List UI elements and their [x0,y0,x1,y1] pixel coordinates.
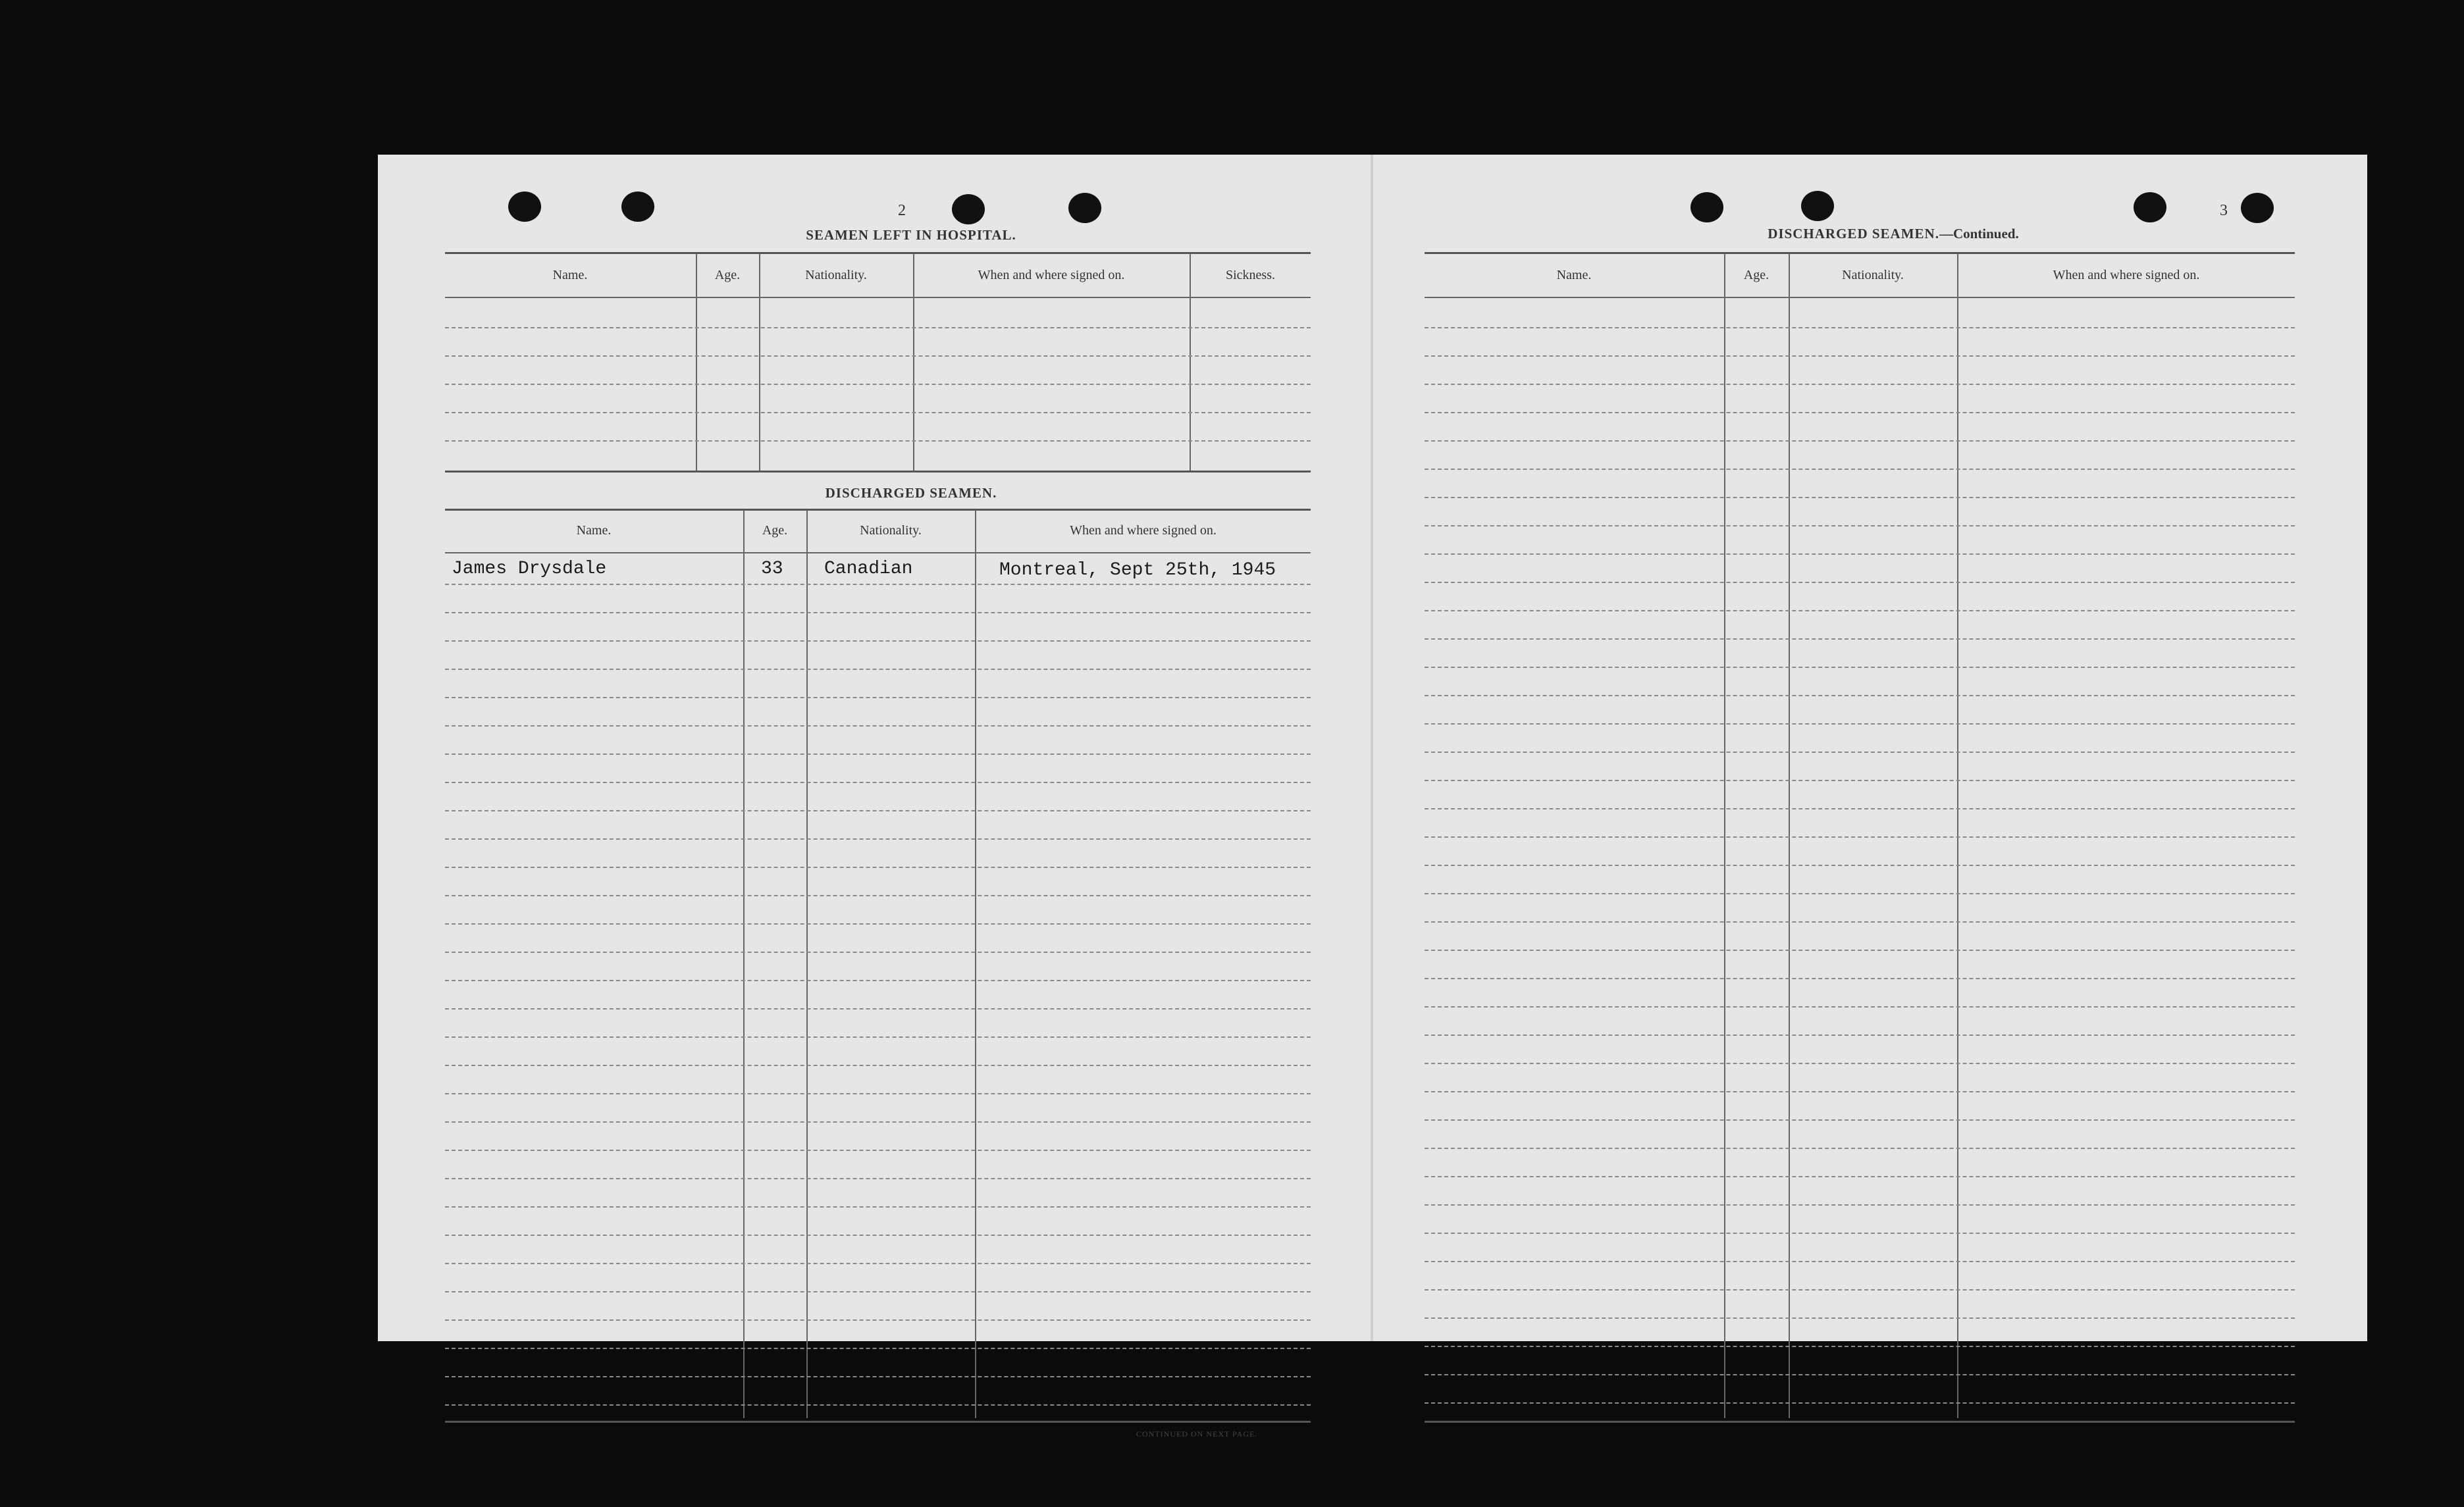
ruled-line [1425,1402,2295,1404]
left-page [378,155,1371,1439]
ruled-line [445,440,1311,442]
ruled-line [1425,355,2295,357]
entry-age: 33 [761,559,783,579]
ruled-line [1425,553,2295,555]
right-title-main: DISCHARGED SEAMEN. [1768,226,1939,242]
ruled-line [445,412,1311,413]
column-divider [913,253,914,471]
ruled-line [445,640,1311,642]
ruled-line [1425,893,2295,894]
continued-header-name: Name. [1556,268,1592,282]
table-top-rule [1425,252,2295,254]
ruled-line [445,980,1311,981]
continued-header-nationality: Nationality. [1842,268,1904,282]
ruled-line [445,838,1311,840]
ruled-line [1425,1317,2295,1319]
ruled-line [1425,497,2295,498]
table-bottom-rule [445,1421,1311,1423]
ruled-line [1425,808,2295,809]
continued-header-age: Age. [1743,268,1769,282]
hospital-header-signed-on: When and where signed on. [978,268,1125,282]
right-page [1373,155,2367,1341]
column-divider [1957,253,1958,1418]
ruled-line [1425,1148,2295,1149]
ruled-line [445,669,1311,670]
page-number: 2 [898,202,906,219]
ruled-line [1425,1261,2295,1262]
ruled-line [445,1065,1311,1066]
ruled-line [1425,1176,2295,1177]
ruled-line [445,1348,1311,1349]
record-book-spread [378,155,2367,1439]
ruled-line [445,867,1311,868]
ruled-line [1425,1374,2295,1375]
table-top-rule [445,252,1311,254]
ruled-line [1425,610,2295,611]
ruled-line [1425,921,2295,923]
ruled-line [445,754,1311,755]
ruled-line [445,327,1311,328]
ruled-line [445,1121,1311,1123]
header-bottom-rule [1425,297,2295,298]
table-bottom-rule [445,471,1311,473]
ruled-line [1425,865,2295,866]
ruled-line [1425,525,2295,526]
header-bottom-rule [445,297,1311,298]
ruled-line [1425,1063,2295,1064]
ruled-line [1425,1091,2295,1092]
ruled-line [1425,836,2295,838]
binder-hole [1801,191,1834,221]
ruled-line [1425,695,2295,696]
hospital-section-title: SEAMEN LEFT IN HOSPITAL. [806,227,1016,243]
ruled-line [1425,1346,2295,1347]
ruled-line [445,1036,1311,1038]
column-divider [1724,253,1725,1418]
hospital-header-sickness: Sickness. [1226,268,1275,282]
continued-header-signed-on: When and where signed on. [2053,268,2200,282]
binder-hole [2134,192,2166,222]
ruled-line [1425,723,2295,725]
ruled-line [1425,327,2295,328]
hospital-header-name: Name. [552,268,588,282]
ruled-line [1425,1289,2295,1290]
ruled-line [445,1319,1311,1321]
hospital-header-nationality: Nationality. [805,268,867,282]
ruled-line [445,1404,1311,1406]
ruled-line [445,725,1311,727]
column-divider [975,510,976,1418]
ruled-line [445,1093,1311,1094]
discharged-header-age: Age. [762,523,788,538]
ruled-line [1425,469,2295,470]
binder-hole [1691,192,1723,222]
ruled-line [445,952,1311,953]
entry-nationality: Canadian [824,559,913,579]
ruled-line [445,782,1311,783]
ruled-line [445,923,1311,925]
entry-signed-on: Montreal, Sept 25th, 1945 [999,560,1276,580]
column-divider [759,253,760,471]
column-divider [806,510,808,1418]
table-bottom-rule [1425,1421,2295,1423]
ruled-line [445,584,1311,585]
ruled-line [445,697,1311,698]
column-divider [696,253,697,471]
column-divider [743,510,745,1418]
header-bottom-rule [445,552,1311,553]
table-top-rule [445,509,1311,511]
binder-hole [621,192,654,222]
column-divider [1789,253,1790,1418]
hospital-header-age: Age. [714,268,741,282]
ruled-line [1425,1119,2295,1121]
ruled-line [445,1235,1311,1236]
ruled-line [1425,667,2295,668]
binder-hole [952,194,985,224]
ruled-line [445,384,1311,385]
discharged-header-nationality: Nationality. [860,523,922,538]
ruled-line [445,1263,1311,1264]
ruled-line [1425,638,2295,640]
ruled-line [1425,752,2295,753]
ruled-line [445,1178,1311,1179]
ruled-line [1425,1204,2295,1206]
ruled-line [445,1150,1311,1151]
ruled-line [445,612,1311,613]
ruled-line [1425,1233,2295,1234]
discharged-section-title: DISCHARGED SEAMEN. [825,485,997,501]
ruled-line [1425,384,2295,385]
ruled-line [1425,780,2295,781]
ruled-line [445,355,1311,357]
ruled-line [445,1376,1311,1377]
page-number: 3 [2220,202,2228,219]
continued-note: CONTINUED ON NEXT PAGE. [1136,1429,1258,1439]
ruled-line [445,1291,1311,1292]
column-divider [1190,253,1191,471]
ruled-line [1425,1006,2295,1008]
ruled-line [1425,950,2295,951]
discharged-header-signed-on: When and where signed on. [1070,523,1217,538]
entry-name: James Drysdale [452,559,607,579]
ruled-line [1425,1034,2295,1036]
discharged-header-name: Name. [576,523,612,538]
right-section-title [1729,226,2058,242]
ruled-line [445,895,1311,896]
ruled-line [1425,412,2295,413]
right-title-suffix: —Continued. [1939,226,2019,242]
ruled-line [445,810,1311,811]
ruled-line [445,1008,1311,1009]
binder-hole [508,192,541,222]
binder-hole [1068,193,1101,223]
ruled-line [1425,978,2295,979]
ruled-line [1425,582,2295,583]
ruled-line [1425,440,2295,442]
ruled-line [445,1206,1311,1208]
